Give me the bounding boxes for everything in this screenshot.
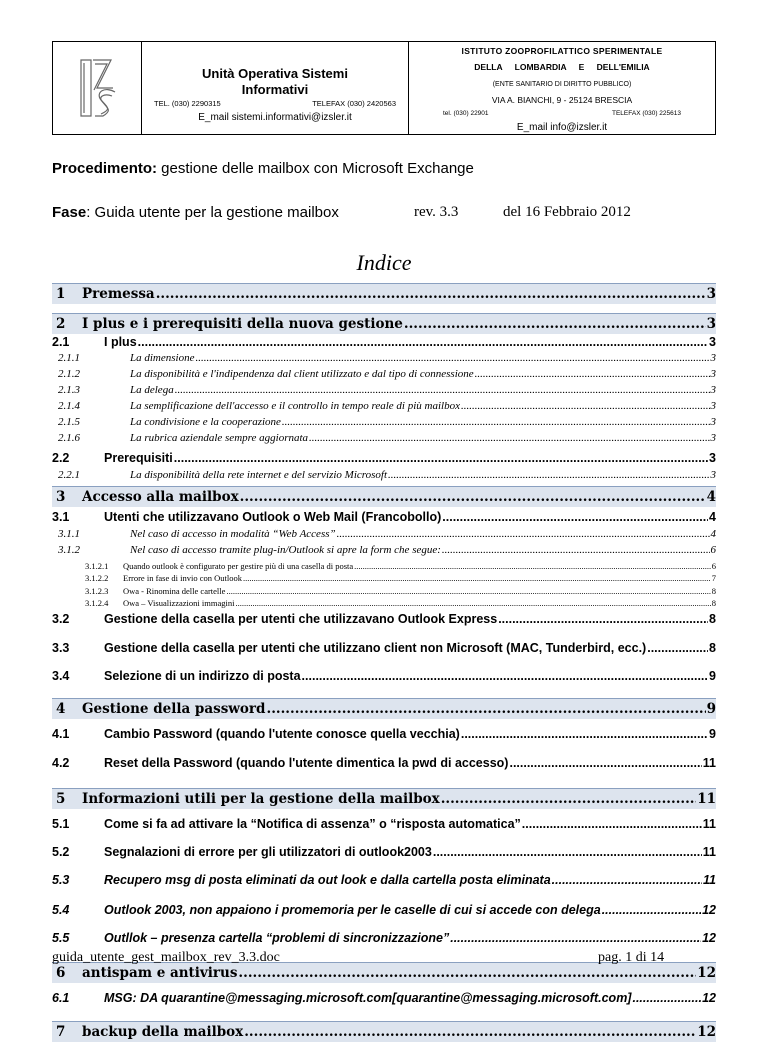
toc-dot-leader [632,991,701,1005]
toc-entry-number: 6.1 [52,991,70,1005]
toc-entry-title: La disponibilità della rete internet e del servizio Microsoft [130,469,388,481]
toc-entry-number: 3.1.2.4 [85,598,109,608]
toc-entry-number: 2.2 [52,451,70,465]
toc-entry-number: 3.1.2.1 [85,561,109,571]
toc-entry-title: Gestione della casella per utenti che utilizzano client non Microsoft (MAC, Tunderbird, ecc.) [104,641,647,655]
toc-dot-leader [244,1024,696,1040]
toc-entry-5-2[interactable] [52,845,716,863]
toc-entry-title: Come si fa ad attivare la “Notifica di assenza” o “risposta automatica” [104,817,521,831]
institute-phones [429,110,695,117]
toc-entry-page: 12 [697,965,716,981]
toc-entry-number: 3.1.2.2 [85,573,109,583]
toc-dot-leader [522,817,702,831]
letterhead [52,41,716,135]
logo-cell [53,42,142,134]
toc-entry-3-1-2[interactable] [52,544,716,559]
toc-entry-5-3[interactable] [52,873,716,891]
toc-entry-page: 4 [706,489,716,505]
toc-dot-leader [509,756,701,770]
toc-entry-2-2-1[interactable] [52,469,716,484]
toc-dot-leader [354,561,711,571]
toc-entry-2-1-6[interactable] [52,432,716,447]
toc-dot-leader [174,451,708,465]
toc-dot-leader [461,727,708,741]
toc-entry-3-1[interactable] [52,510,716,528]
toc-entry-page: 8 [711,598,716,608]
toc-dot-leader [404,316,706,332]
toc-entry-3-1-2-2[interactable] [52,573,716,585]
toc-entry-page: 11 [697,791,716,807]
toc-entry-3-3[interactable] [52,641,716,659]
toc-entry-number: 3.1.2.3 [85,586,109,596]
toc-entry-page: 3 [710,469,716,481]
toc-dot-leader [175,384,710,396]
toc-entry-page: 12 [702,991,716,1005]
toc-entry-4[interactable] [52,698,716,719]
toc-entry-title: Informazioni utili per la gestione della mailbox [82,791,440,807]
toc-dot-leader [195,352,709,364]
toc-entry-number: 2.1.2 [58,368,80,380]
toc-entry-2-1-1[interactable] [52,352,716,367]
toc-dot-leader [309,432,709,444]
toc-entry-5-1[interactable] [52,817,716,835]
toc-entry-title: Segnalazioni di errore per gli utilizzatori di outlook2003 [104,845,432,859]
toc-dot-leader [498,612,708,626]
toc-entry-title: Reset della Password (quando l'utente dimentica la pwd di accesso) [104,756,509,770]
toc-entry-title: Errore in fase di invio con Outlook [123,573,242,583]
toc-entry-page: 3 [710,352,716,364]
toc-entry-number: 3.4 [52,669,70,683]
toc-entry-number: 6 [56,965,66,981]
toc-entry-title: Gestione della password [82,701,266,717]
unit-email: E_mail sistemi.informativi@izsler.it [198,112,352,123]
toc-dot-leader [282,416,710,428]
toc-entry-page: 8 [711,586,716,596]
toc-entry-number: 5 [56,791,66,807]
unit-fax: TELEFAX (030) 2420563 [312,99,396,108]
toc-entry-2-1-4[interactable] [52,400,716,415]
toc-entry-2[interactable] [52,313,716,334]
toc-entry-page: 6 [711,561,716,571]
toc-entry-page: 3 [710,432,716,444]
toc-entry-page: 4 [710,528,716,540]
toc-entry-title: Selezione di un indirizzo di posta [104,669,301,683]
toc-entry-number: 4 [56,701,66,717]
toc-entry-number: 3.1.2 [58,544,80,556]
toc-dot-leader [226,586,710,596]
toc-entry-2-1-2[interactable] [52,368,716,383]
toc-entry-page: 9 [709,727,716,741]
toc-entry-number: 3 [56,489,66,505]
toc-entry-page: 3 [710,400,716,412]
toc-entry-page: 8 [709,612,716,626]
toc-entry-title: La disponibilità e l'indipendenza dal client utilizzato e dal tipo di connessione [130,368,474,380]
toc-entry-number: 4.1 [52,727,70,741]
toc-entry-7[interactable] [52,1021,716,1042]
toc-dot-leader [433,845,702,859]
toc-entry-number: 3.1.1 [58,528,80,540]
toc-entry-3-1-1[interactable] [52,528,716,543]
toc-entry-page: 3 [706,316,716,332]
toc-entry-title: Outllok – presenza cartella “problemi di sincronizzazione” [104,931,450,945]
toc-entry-title: Nel caso di accesso in modalità “Web Access” [130,528,336,540]
toc-entry-number: 3.2 [52,612,70,626]
toc-entry-page: 4 [709,510,716,524]
izs-logo-icon [73,54,121,122]
toc-dot-leader [138,335,708,349]
toc-dot-leader [442,510,708,524]
toc-entry-number: 3.3 [52,641,70,655]
toc-entry-5-5[interactable] [52,931,716,949]
toc-entry-title: La semplificazione dell'accesso e il controllo in tempo reale di più mailbox [130,400,460,412]
toc-entry-page: 11 [703,873,716,887]
toc-entry-1[interactable] [52,283,716,304]
toc-entry-page: 12 [697,1024,716,1040]
toc-dot-leader [238,965,696,981]
toc-entry-number: 5.3 [52,873,70,887]
toc-entry-page: 3 [710,384,716,396]
toc-dot-leader [243,573,711,583]
toc-entry-title: Nel caso di accesso tramite plug-in/Outlook si apre la form che segue: [130,544,441,556]
toc-dot-leader [552,873,702,887]
toc-entry-3-4[interactable] [52,669,716,687]
institute-name: ISTITUTO ZOOPROFILATTICO SPERIMENTALE [461,46,663,56]
toc-entry-title: antispam e antivirus [82,965,238,981]
toc-entry-title: Cambio Password (quando l'utente conosce quella vecchia) [104,727,460,741]
toc-entry-title: Outlook 2003, non appaiono i promemoria per le caselle di cui si accede con delega [104,903,601,917]
toc-entry-title: Accesso alla mailbox [82,489,239,505]
toc-dot-leader [475,368,710,380]
footer-filename: guida_utente_gest_mailbox_rev_3.3.doc [52,950,280,965]
toc-entry-page: 7 [711,573,716,583]
toc-dot-leader [156,286,706,302]
toc-entry-page: 12 [702,903,716,917]
toc-entry-4-1[interactable] [52,727,716,745]
toc-entry-2-1[interactable] [52,335,716,353]
toc-dot-leader [388,469,709,481]
toc-entry-number: 2.1 [52,335,70,349]
toc-dot-leader [441,791,697,807]
toc-entry-title: Prerequisiti [104,451,173,465]
institute-tel: tel. (030) 22901 [443,110,489,117]
institute-fax: TELEFAX (030) 225613 [611,110,681,117]
toc-dot-leader [602,903,701,917]
toc-dot-leader [302,669,709,683]
toc-entry-number: 5.2 [52,845,70,859]
toc-entry-title: Gestione della casella per utenti che utilizzavano Outlook Express [104,612,498,626]
toc-entry-number: 5.4 [52,903,70,917]
toc-entry-4-2[interactable] [52,756,716,774]
procedure-line: Procedimento: gestione delle mailbox con Microsoft Exchange [52,160,474,177]
toc-entry-page: 9 [709,669,716,683]
toc-entry-title: La dimensione [130,352,195,364]
toc-entry-3-2[interactable] [52,612,716,630]
toc-dot-leader [647,641,708,655]
toc-entry-2-1-5[interactable] [52,416,716,431]
toc-entry-page: 12 [702,931,716,945]
toc-entry-title: Premessa [82,286,155,302]
toc-entry-number: 7 [56,1024,66,1040]
toc-dot-leader [267,701,706,717]
toc-entry-number: 2.2.1 [58,469,80,481]
toc-entry-number: 2.1.5 [58,416,80,428]
toc-entry-page: 3 [710,368,716,380]
toc-dot-leader [450,931,701,945]
toc-entry-title: Recupero msg di posta eliminati da out look e dalla cartella posta eliminata [104,873,551,887]
toc-dot-leader [337,528,710,540]
index-title: Indice [356,250,412,275]
unit-tel: TEL. (030) 2290315 [154,99,221,108]
toc-entry-page: 3 [706,286,716,302]
toc-entry-page: 3 [710,416,716,428]
toc-entry-page: 3 [709,335,716,349]
unit-name: Unità Operativa Sistemi Informativi [202,66,348,97]
toc-dot-leader [461,400,710,412]
toc-entry-title: La delega [130,384,174,396]
toc-entry-title: Owa - Rinomina delle cartelle [123,586,226,596]
institute-address: VIA A. BIANCHI, 9 - 25124 BRESCIA [491,95,633,105]
revision: rev. 3.3 [414,204,459,220]
toc-entry-title: Utenti che utilizzavano Outlook o Web Mail (Francobollo) [104,510,442,524]
toc-entry-5[interactable] [52,788,716,809]
toc-dot-leader [235,598,710,608]
toc-dot-leader [442,544,710,556]
toc-entry-3-1-2-3[interactable] [52,586,716,598]
toc-entry-page: 6 [710,544,716,556]
toc-entry-3-1-2-4[interactable] [52,598,716,610]
toc-entry-title: MSG: DA quarantine@messaging.microsoft.com[quarantine@messaging.microsoft.com] [104,991,632,1005]
toc-entry-number: 2.1.3 [58,384,80,396]
toc-entry-number: 2 [56,316,66,332]
toc-entry-page: 11 [702,756,716,770]
toc-entry-number: 5.5 [52,931,70,945]
toc-entry-3[interactable] [52,486,716,507]
toc-entry-title: I plus [104,335,137,349]
toc-entry-page: 8 [709,641,716,655]
toc-entry-page: 11 [702,845,716,859]
unit-cell [142,42,409,134]
footer-page-number: pag. 1 di 14 [598,950,665,965]
revision-date: del 16 Febbraio 2012 [503,204,631,220]
toc-entry-title: La condivisione e la cooperazione [130,416,281,428]
toc-dot-leader [240,489,706,505]
toc-entry-number: 2.1.4 [58,400,80,412]
toc-entry-title: backup della mailbox [82,1024,244,1040]
unit-phones [154,99,396,108]
institute-cell [409,42,715,134]
toc-entry-number: 4.2 [52,756,70,770]
toc-entry-title: I plus e i prerequisiti della nuova gestione [82,316,403,332]
toc-entry-number: 5.1 [52,817,70,831]
institute-region: DELLA LOMBARDIA E DELL'EMILIA [474,62,650,72]
toc-entry-2-2[interactable] [52,451,716,469]
toc-entry-number: 2.1.6 [58,432,80,444]
toc-entry-5-4[interactable] [52,903,716,921]
toc-entry-number: 1 [56,286,66,302]
toc-entry-3-1-2-1[interactable] [52,561,716,573]
toc-entry-number: 2.1.1 [58,352,80,364]
toc-entry-2-1-3[interactable] [52,384,716,399]
toc-entry-title: Owa – Visualizzazioni immagini [123,598,235,608]
toc-entry-number: 3.1 [52,510,70,524]
institute-type: (ENTE SANITARIO DI DIRITTO PUBBLICO) [492,81,632,88]
toc-entry-page: 11 [702,817,716,831]
phase-line: Fase: Guida utente per la gestione mailbox [52,204,339,221]
toc-entry-title: La rubrica aziendale sempre aggiornata [130,432,309,444]
toc-entry-page: 3 [709,451,716,465]
toc-entry-title: Quando outlook è configurato per gestire più di una casella di posta [123,561,354,571]
toc-entry-page: 9 [706,701,716,717]
institute-email: E_mail info@izsler.it [516,122,608,133]
